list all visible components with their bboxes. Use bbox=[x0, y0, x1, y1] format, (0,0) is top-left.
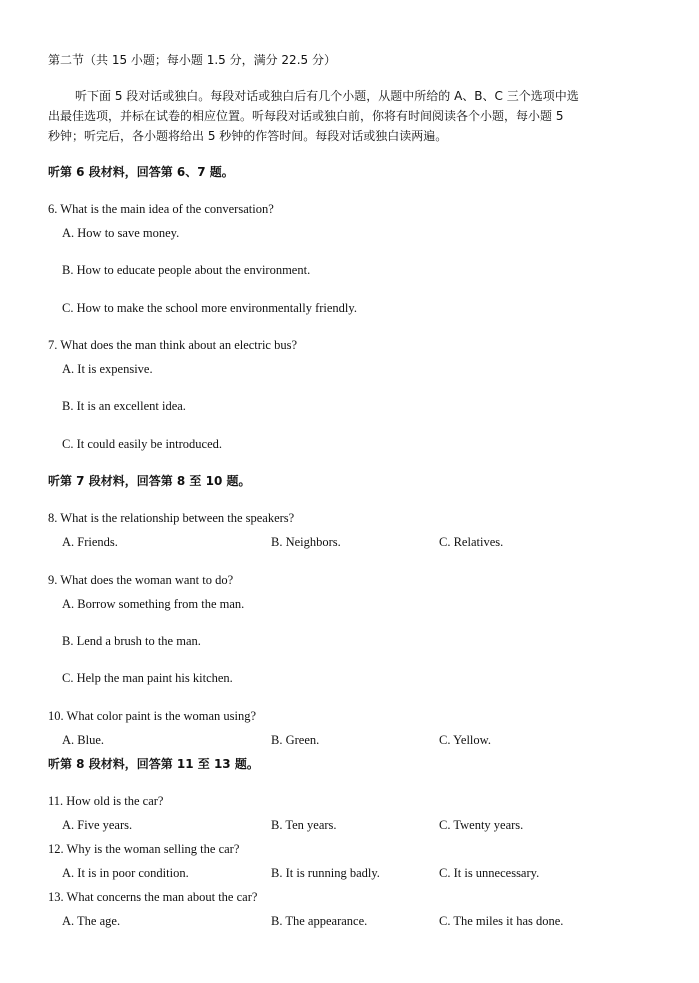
answer-option: C. How to make the school more environmentally friendly. bbox=[62, 301, 357, 315]
question-stem: 7. What does the man think about an electric bus? bbox=[48, 338, 297, 352]
answer-option: A. It is expensive. bbox=[62, 362, 153, 376]
instruction-line: 秒钟；听完后，各小题将给出 5 秒钟的作答时间。每段对话或独白读两遍。 bbox=[48, 129, 448, 143]
answer-option: C. Relatives. bbox=[439, 535, 504, 549]
answer-option: A. Blue. bbox=[62, 733, 105, 747]
answer-option: A. It is in poor condition. bbox=[62, 866, 189, 880]
answer-option: B. The appearance. bbox=[271, 914, 368, 928]
section-title: 第二节（共 15 小题；每小题 1.5 分，满分 22.5 分） bbox=[48, 53, 336, 67]
answer-option: B. Ten years. bbox=[271, 818, 337, 832]
answer-option: A. Borrow something from the man. bbox=[62, 597, 245, 611]
answer-option: B. It is running badly. bbox=[271, 866, 380, 880]
question-stem: 9. What does the woman want to do? bbox=[48, 573, 234, 587]
answer-option: B. Lend a brush to the man. bbox=[62, 634, 201, 648]
answer-option: B. Neighbors. bbox=[271, 535, 341, 549]
answer-option: C. Help the man paint his kitchen. bbox=[62, 671, 233, 685]
answer-option: B. How to educate people about the environment. bbox=[62, 263, 311, 277]
answer-option: C. The miles it has done. bbox=[439, 914, 564, 928]
group-heading: 听第 8 段材料，回答第 11 至 13 题。 bbox=[48, 757, 259, 771]
instruction-line: 出最佳选项，并标在试卷的相应位置。听每段对话或独白前，你将有时间阅读各个小题，每小题 5 bbox=[48, 109, 564, 123]
question-stem: 8. What is the relationship between the speakers? bbox=[48, 511, 295, 525]
question-stem: 10. What color paint is the woman using? bbox=[48, 709, 257, 723]
group-heading: 听第 6 段材料，回答第 6、7 题。 bbox=[48, 165, 234, 179]
answer-option: B. It is an excellent idea. bbox=[62, 399, 186, 413]
answer-option: C. It could easily be introduced. bbox=[62, 437, 223, 451]
answer-option: A. The age. bbox=[62, 914, 121, 928]
answer-option: A. How to save money. bbox=[62, 226, 180, 240]
answer-option: B. Green. bbox=[271, 733, 320, 747]
answer-option: A. Friends. bbox=[62, 535, 118, 549]
answer-option: C. Yellow. bbox=[439, 733, 491, 747]
group-heading: 听第 7 段材料，回答第 8 至 10 题。 bbox=[48, 474, 251, 488]
instruction-line: 听下面 5 段对话或独白。每段对话或独白后有几个小题，从题中所给的 A、B、C 三个选项中选 bbox=[75, 89, 579, 103]
answer-option: C. Twenty years. bbox=[439, 818, 524, 832]
question-stem: 12. Why is the woman selling the car? bbox=[48, 842, 240, 856]
question-stem: 11. How old is the car? bbox=[48, 794, 164, 808]
question-stem: 13. What concerns the man about the car? bbox=[48, 890, 258, 904]
answer-option: A. Five years. bbox=[62, 818, 133, 832]
question-stem: 6. What is the main idea of the conversation? bbox=[48, 202, 274, 216]
answer-option: C. It is unnecessary. bbox=[439, 866, 540, 880]
